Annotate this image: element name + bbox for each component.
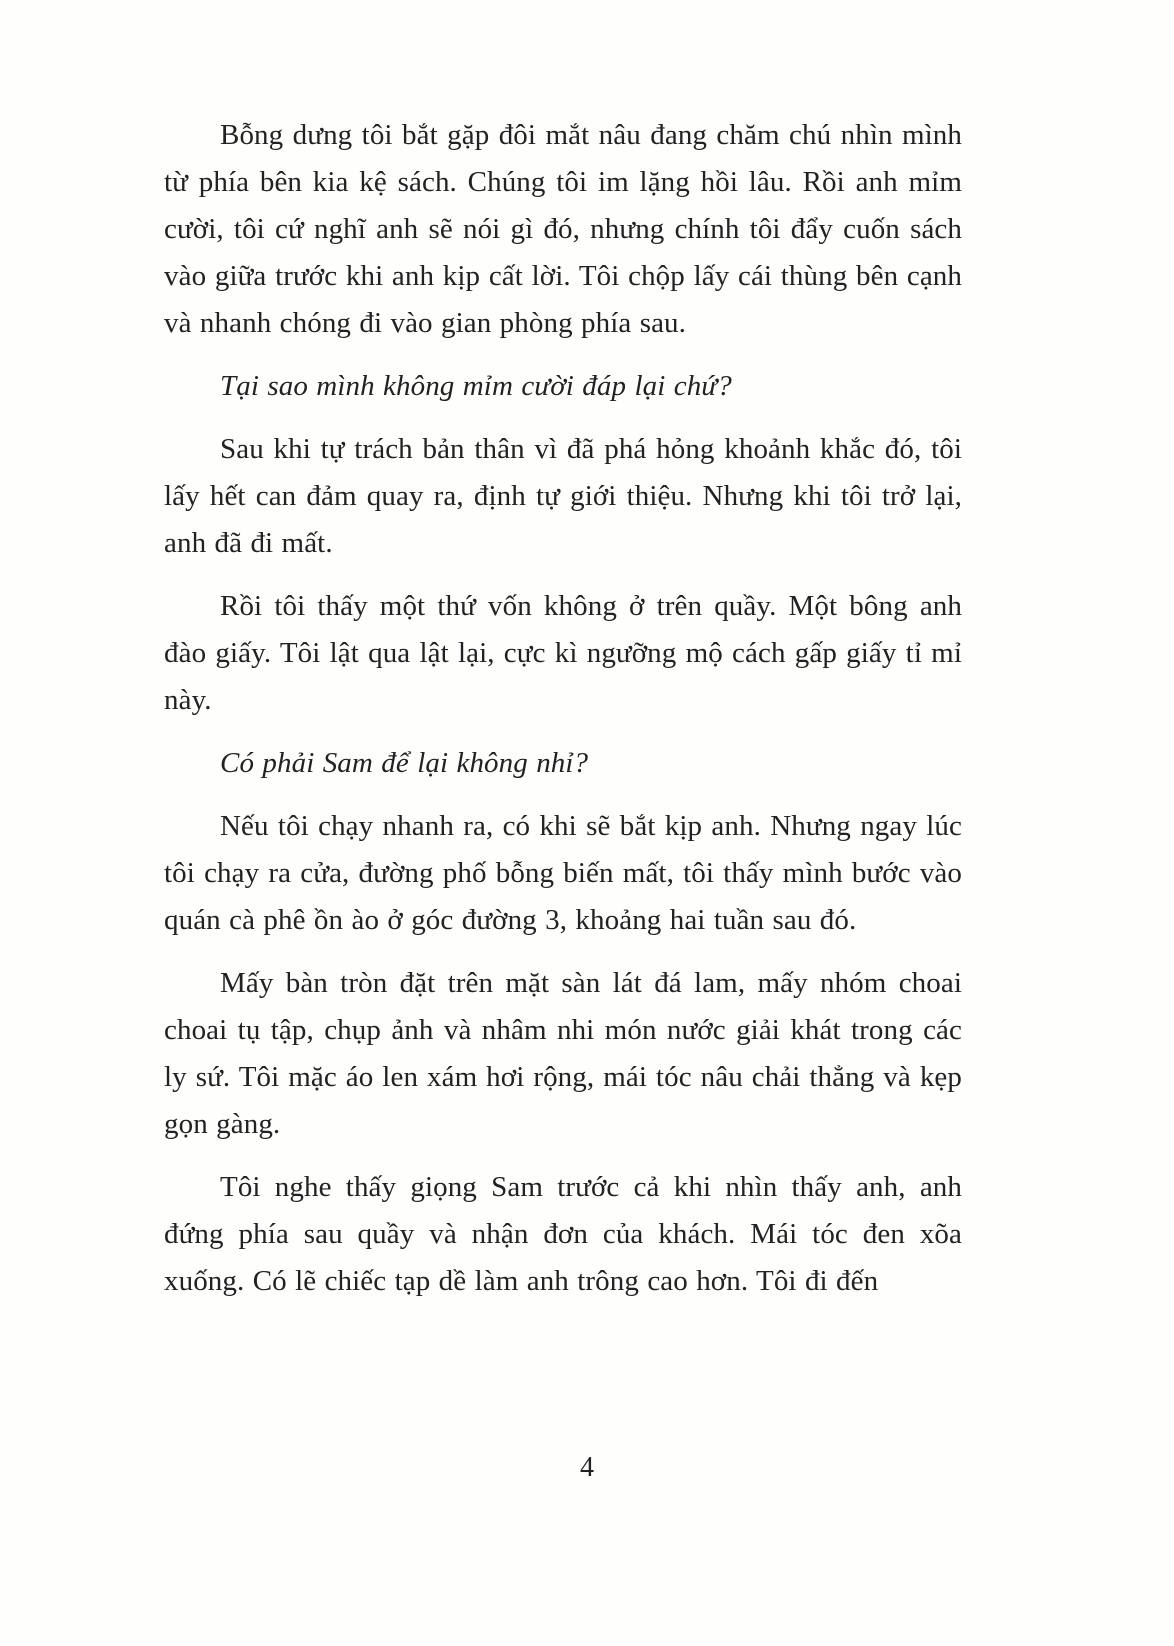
paragraph: Tôi nghe thấy giọng Sam trước cả khi nhìn thấy anh, anh đứng phía sau quầy và nhận đơn của khách. Mái tóc đen xõa xuống. Có lẽ chiếc tạp dề làm anh trông cao hơn. Tôi đi đến — [164, 1171, 962, 1297]
paragraph-italic-thought: Tại sao mình không mỉm cười đáp lại chứ? — [220, 370, 732, 402]
paragraph: Sau khi tự trách bản thân vì đã phá hỏng khoảnh khắc đó, tôi lấy hết can đảm quay ra, định tự giới thiệu. Nhưng khi tôi trở lại, anh đã đi mất. — [164, 433, 962, 559]
paragraph: Rồi tôi thấy một thứ vốn không ở trên quầy. Một bông anh đào giấy. Tôi lật qua lật lại, cực kì ngưỡng mộ cách gấp giấy tỉ mỉ này. — [164, 590, 962, 716]
paragraph: Mấy bàn tròn đặt trên mặt sàn lát đá lam, mấy nhóm choai choai tụ tập, chụp ảnh và nhâm nhi món nước giải khát trong các ly sứ. Tôi mặc áo len xám hơi rộng, mái tóc nâu chải thẳng và kẹp gọn gàng. — [164, 967, 962, 1140]
text-block — [164, 112, 962, 1321]
paragraph-italic-thought: Có phải Sam để lại không nhỉ? — [220, 747, 589, 779]
paragraph: Nếu tôi chạy nhanh ra, có khi sẽ bắt kịp anh. Nhưng ngay lúc tôi chạy ra cửa, đường phố bỗng biến mất, tôi thấy mình bước vào quán cà phê ồn ào ở góc đường 3, khoảng hai tuần sau đó. — [164, 810, 962, 936]
page-number: 4 — [580, 1452, 594, 1483]
paragraph: Bỗng dưng tôi bắt gặp đôi mắt nâu đang chăm chú nhìn mình từ phía bên kia kệ sách. Chúng tôi im lặng hồi lâu. Rồi anh mỉm cười, tôi cứ nghĩ anh sẽ nói gì đó, nhưng chính tôi đẩy cuốn sách vào giữa trước khi anh kịp cất lời. Tôi chộp lấy cái thùng bên cạnh và nhanh chóng đi vào gian phòng phía sau. — [164, 119, 962, 339]
